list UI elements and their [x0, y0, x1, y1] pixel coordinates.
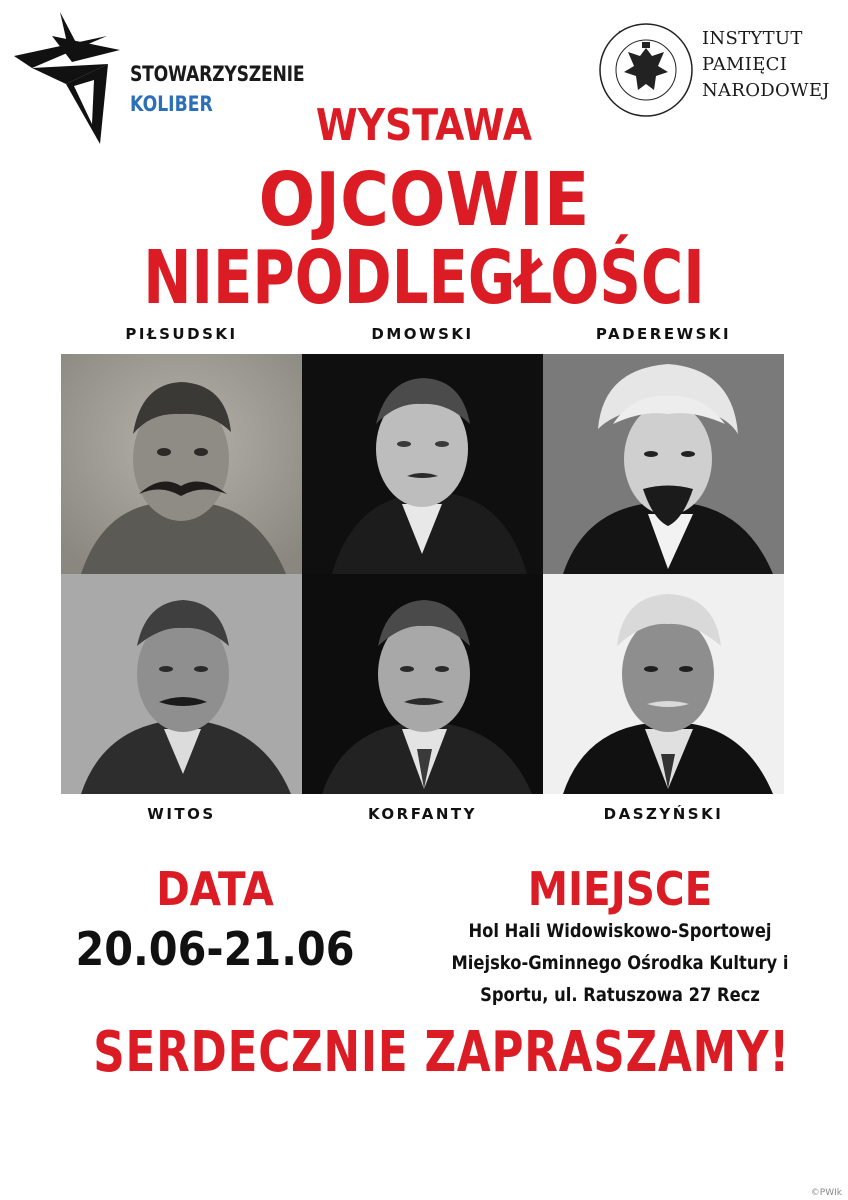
organizer-name-line1: STOWARZYSZENIE [130, 62, 305, 86]
date-value: 20.06-21.06 [75, 922, 355, 976]
portrait-pilsudski [61, 354, 302, 574]
place-line-3: Sportu, ul. Ratuszowa 27 Recz [480, 984, 760, 1006]
invitation-text: SERDECZNIE ZAPRASZAMY! [93, 1020, 790, 1085]
partner-name-line1: INSTYTUT [702, 28, 803, 49]
name-daszynski: DASZYŃSKI [603, 805, 724, 823]
name-korfanty: KORFANTY [367, 805, 478, 823]
date-heading: DATA [156, 862, 274, 916]
organizer-name-line2: KOLIBER [130, 92, 213, 116]
portrait-grid [61, 354, 784, 794]
svg-text:ʻ: ʻ [618, 30, 621, 38]
title-line-1: WYSTAWA [315, 100, 533, 151]
portrait-dmowski [302, 354, 543, 574]
name-pilsudski: PIŁSUDSKI [125, 325, 238, 343]
portrait-paderewski [543, 354, 784, 574]
portrait-witos [61, 574, 302, 794]
title-line-2: OJCOWIE [258, 157, 590, 243]
name-dmowski: DMOWSKI [371, 325, 474, 343]
portrait-korfanty [302, 574, 543, 794]
place-heading: MIEJSCE [527, 862, 713, 916]
name-witos: WITOS [147, 805, 216, 823]
portrait-daszynski [543, 574, 784, 794]
partner-name-line3: NARODOWEJ [702, 80, 830, 101]
title-line-3: NIEPODLEGŁOŚCI [143, 235, 705, 321]
place-line-1: Hol Hali Widowiskowo-Sportowej [468, 920, 772, 942]
place-line-2: Miejsko-Gminnego Ośrodka Kultury i [451, 952, 789, 974]
partner-name-line2: PAMIĘCI [702, 54, 788, 75]
name-paderewski: PADEREWSKI [595, 325, 732, 343]
photo-credit: ©PWIk [810, 1188, 842, 1198]
